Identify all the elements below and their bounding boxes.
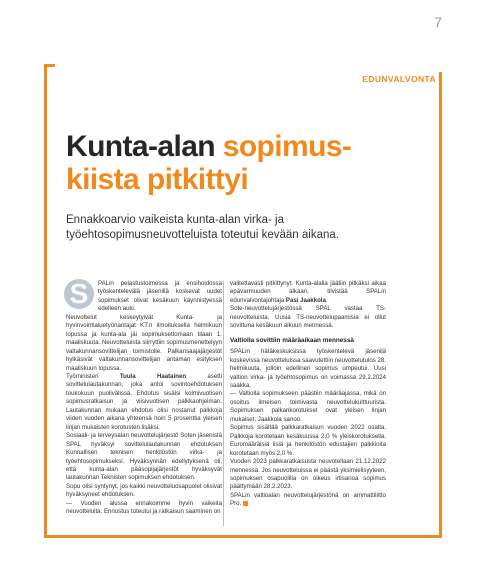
text: valitettavasti pitkittynyt. Kunta-alalla jäätiin pitkäksi aikaa epävarmuuden alkaan, tilvistää SPALin edunvalvontajohtaja bbox=[230, 280, 386, 304]
text: . bbox=[325, 296, 328, 304]
paragraph: SPALin hätäkeskuksissa työskentelevä jäsenilä koskevissa neuvotteluissa saavutettiin neuvottelutulos 28. helmikuuta, jolloin edellinen sopimus umpeutui. Uusi valtion virka- ja työehtosopimus on voimassa 29.2.2024 saakka. bbox=[230, 348, 386, 389]
title-accent-2: kiista pitkittyi bbox=[66, 163, 249, 196]
paragraph: Sote-neuvottelujärjestössä SPAL vastaa TS-neuvotteluista. Uusia TS-neuvottelupaamisia ei ollut sovittuna kesäkuun alkuun mennessä. bbox=[230, 305, 386, 330]
dropcap: S bbox=[64, 279, 94, 309]
paragraph bbox=[66, 373, 222, 432]
column-divider bbox=[223, 281, 224, 526]
paragraph bbox=[230, 492, 386, 509]
article-title bbox=[66, 130, 351, 196]
person-name: Pasi Jaakkola bbox=[285, 296, 326, 304]
paragraph: — Valtiolla sopimukseen päästiin määräajassa, mikä on osoitus ilmeisen toimivasta neuvottelukulttuurista. Sopimuksen palkankorotukset ovat yleisen linjan mukaiset, Jaakkola sanoo. bbox=[230, 390, 386, 423]
paragraph: Sopimus sisältää palkkaratkaisun vuoden 2022 osalta. Palkkoja korotetaan kesäkuussa 2,0 % yleiskorotuksella. Euromääräisiä lisiä ja henkilöstön edustajien palkkioita korotetaan myös 2,0 %. bbox=[230, 424, 386, 457]
end-mark bbox=[243, 501, 248, 506]
article-lead: Ennakkoarvio vaikeista kunta-alan virka- ja työehtosopimusneuvotteluista toteutui kevään aikana. bbox=[66, 214, 339, 241]
paragraph: Sopu olisi syntynyt, jos kaikki neuvotteluosapuolet olisivat hyväksyneet ehdotuksen. bbox=[66, 482, 222, 499]
title-accent-1: sopimus- bbox=[222, 130, 352, 163]
paragraph: PALin pelastustoimessa ja ensihoidossa työskentelevälä jäsenillä koskevat uudet sopimukset olivat kesäkuun käynnistyessä edelleen auki. bbox=[98, 280, 222, 313]
text: asetti sovittelulautakunnan, joka antoi sovintoehdotuksen toukokuun puolivälissä. Ehdotus sisälsi kolmivuotisen sopimusratkaisun ja viisivuotisen palkkaohjelman. Lautakunnan mukaan ehdotus olisi nostanut palkkoja viiden vuoden aikana yhteensä noin 5 prosenttia yleisen linjan mukaisten korotusten lisäksi. bbox=[66, 372, 222, 431]
frame-gap bbox=[55, 58, 443, 72]
subheading: Valtiolla sovittiin määräaikaan mennessä bbox=[230, 336, 354, 344]
column-left bbox=[66, 280, 222, 517]
paragraph: Neuvottelut keskeytyivät Kunta- ja hyvinvointialuetyönantajat KT:n ilmoituksella helmikuun lopussa ja kunta-ala jäi sopimuksettomaan tilaan 1. maaliskuuta. Neuvotteluista siirryttiin sopimusmenettelyyn valtakunnansovittelijan toimistolle. Palkansaajajärjestöt hylkäsivät valtakunnansovittelijan antaman esityksen maaliskuun lopussa. bbox=[66, 313, 222, 372]
title-dark: Kunta-alan bbox=[66, 130, 223, 163]
section-tag: EDUNVALVONTA bbox=[362, 74, 436, 84]
paragraph: Sosiaali- ja terveysalan neuvottelujärjestö Soten jäsenistä SPAL hyväksyi sovittelulautakunnan ehdotuksen Kunnallisen teknisen henkilöstön virka- ja työehtosopimukseksi. Hyväksynnän edellytyksenä oli, että kunta-alan pääsopijajärjestöt hyväksyvät lautakunnan Teknisten sopimuksen ehdotuksen. bbox=[66, 432, 222, 482]
paragraph bbox=[230, 280, 386, 305]
text: Työministeri bbox=[66, 372, 120, 380]
column-right bbox=[230, 280, 386, 509]
page-number: 7 bbox=[434, 14, 442, 30]
text: SPALin valtioalan neuvottelujärjestönä on ammattiliitto Pro. bbox=[230, 491, 386, 508]
paragraph: Vuoden 2023 palkkaratkaisusta neuvotellaan 21.12.2022 mennessä. Jos neuvotteluissa ei päästä yksimielisyyteen, sopimuksen osapuolilla on oikeus irtisanoa sopimus päättymään 28.2.2023. bbox=[230, 458, 386, 491]
person-name: Tuula Haatainen bbox=[119, 372, 187, 380]
paragraph: — Vuoden alussa ennakoimme hyvin vaikeita neuvotteluita. Ennustus toteutui ja ratkaisun saaminen on bbox=[66, 499, 222, 516]
